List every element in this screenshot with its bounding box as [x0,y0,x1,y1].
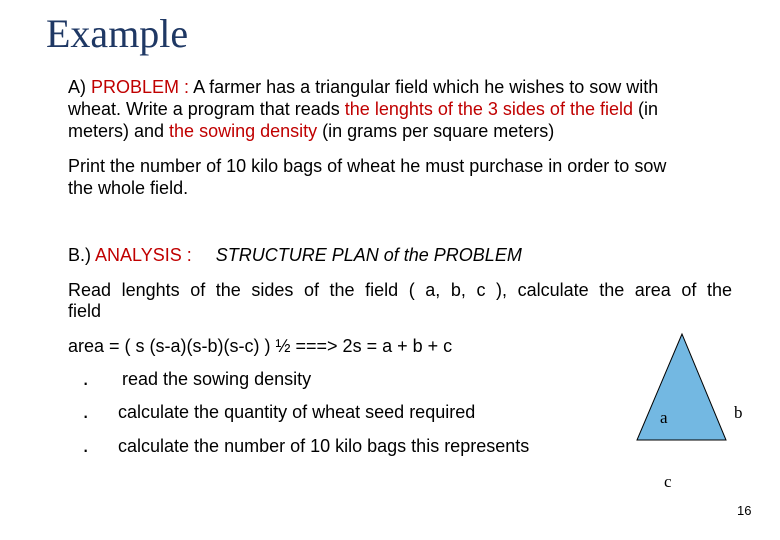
read-word: Read [68,280,112,300]
read-word: the [599,280,625,300]
problem-line-3-end: (in grams per square meters) [317,121,555,141]
read-word: b, [450,280,466,300]
read-word: the [706,280,732,300]
read-line-2: field [68,301,102,321]
read-word: ( [408,280,415,300]
read-word: sides [251,280,294,300]
read-word: of [303,280,319,300]
bullet-marker-2: · [82,403,90,428]
structure-plan-heading: STRUCTURE PLAN of the PROBLEM [215,245,522,265]
read-word: field [365,280,399,300]
slide-title: Example [46,11,189,56]
area-formula: area = ( s (s-a)(s-b)(s-c) ) ½ ===> 2s = a + b + c [68,336,453,356]
problem-line-2-end: (in [633,99,659,119]
bullet-item-1: read the sowing density [122,369,312,389]
read-word: the [329,280,355,300]
print-line-1: Print the number of 10 kilo bags of wheat he must purchase in order to sow [68,156,667,176]
analysis-label: ANALYSIS : [95,245,192,265]
bullet-item-2: calculate the quantity of wheat seed required [118,402,476,422]
read-word: a, [425,280,441,300]
bullet-marker-3: · [82,437,90,462]
bullet-item-3: calculate the number of 10 kilo bags this represents [118,436,530,456]
triangle-label-b: b [734,403,743,422]
read-word: of [681,280,697,300]
problem-line-2-text: wheat. Write a program that reads [68,99,345,119]
triangle-shape [637,334,726,440]
problem-prefix: A) [68,77,92,97]
problem-line-3-text: meters) and [68,121,170,141]
highlight-sowing-density: the sowing density [169,121,318,141]
triangle-label-a: a [660,408,668,427]
page-number: 16 [737,503,752,518]
read-word: area [634,280,671,300]
problem-label: PROBLEM : [91,77,194,97]
print-line-2: the whole field. [68,178,189,198]
problem-text: A farmer has a triangular field which he wishes to sow with [193,77,659,97]
read-word: the [215,280,241,300]
triangle-label-c: c [664,472,672,491]
read-word: of [190,280,206,300]
read-word: ), [496,280,508,300]
read-word: lenghts [121,280,180,300]
analysis-prefix: B.) [68,245,96,265]
highlight-side-lengths: the lenghts of the 3 sides of the field [344,99,633,119]
read-word: c [476,280,486,300]
bullet-marker-1: · [82,370,90,395]
read-word: calculate [517,280,589,300]
